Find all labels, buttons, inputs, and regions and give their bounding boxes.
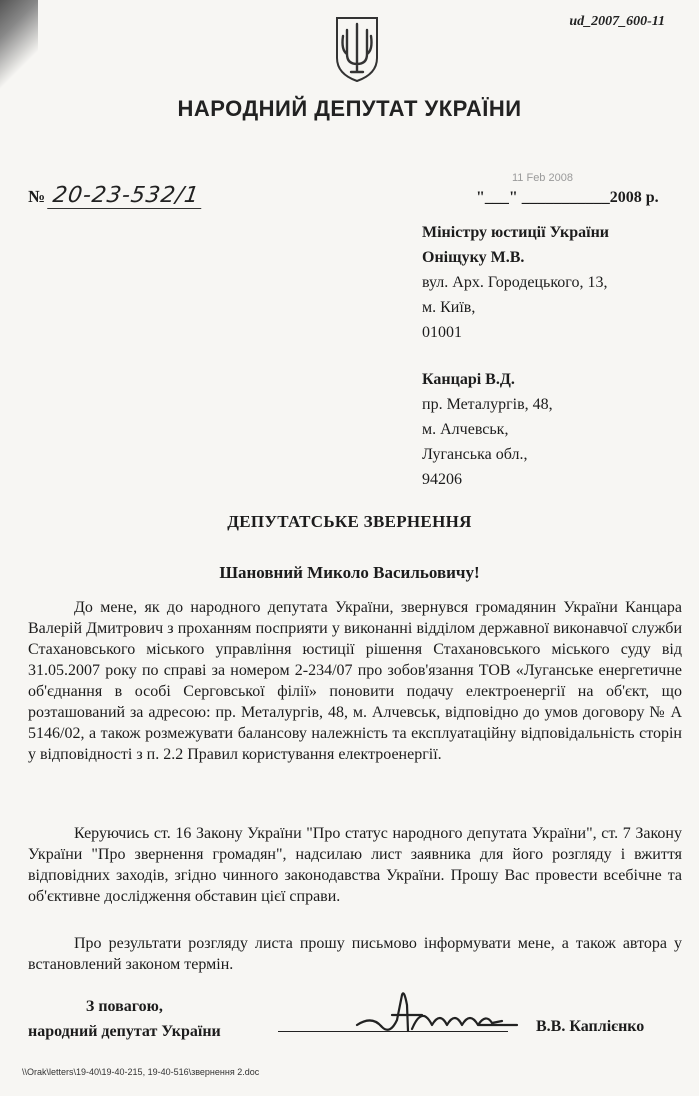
addressee-1-line-3: вул. Арх. Городецького, 13, bbox=[422, 274, 608, 291]
page-title: НАРОДНИЙ ДЕПУТАТ УКРАЇНИ bbox=[177, 96, 522, 121]
trident-emblem-icon bbox=[333, 14, 381, 84]
scan-corner-shadow bbox=[0, 0, 38, 90]
addressee-1-line-2: Оніщуку М.В. bbox=[422, 249, 525, 266]
addressee-2-line-2: пр. Металургів, 48, bbox=[422, 396, 553, 413]
reference-handwritten-number: 20-23-532/1 bbox=[48, 183, 206, 209]
reference-prefix: № bbox=[28, 187, 46, 206]
closing-position: народний депутат України bbox=[28, 1023, 221, 1040]
paragraph-request: До мене, як до народного депутата України, звернувся громадянин України Канцара Валерій Дмитрович з проханням посприяти у виконанні відділом державної виконавчої служби Стахановського міського управління юстиції рішення Стахановського міського суду від 31.05.2007 року по справі за номером 2-234/07 про зобов'язання ТОВ «Луганське енергетичне об'єднання в особі Серговської філії» поновити подачу електроенергії на об'єкт, що розташований за адресою: пр. Металургів, 48, м. Алчевськ, відповідно до умов договору № А 5146/02, а також розмежувати балансову належність та експлуатаційну відповідальність сторін у відповідності з п. 2.2 Правил користування електроенергії. bbox=[28, 599, 682, 763]
paragraph-results: Про результати розгляду листа прошу письмово інформувати мене, а також автора у встановлений законом термін. bbox=[28, 935, 682, 973]
addressee-2-line-3: м. Алчевськ, bbox=[422, 421, 509, 438]
closing-block bbox=[28, 994, 221, 1044]
addressee-1-line-4: м. Київ, bbox=[422, 299, 476, 316]
signer-name: В.В. Каплієнко bbox=[536, 1018, 645, 1035]
addressee-2-line-4: Луганська обл., bbox=[422, 446, 528, 463]
received-stamp: 11 Feb 2008 bbox=[512, 172, 573, 184]
document-title: ДЕПУТАТСЬКЕ ЗВЕРНЕННЯ bbox=[227, 512, 472, 531]
reference-number bbox=[28, 183, 204, 209]
handwritten-signature bbox=[352, 985, 522, 1045]
addressee-2-line-5: 94206 bbox=[422, 471, 462, 488]
addressee-1-line-1: Міністру юстиції України bbox=[422, 224, 609, 241]
addressee-2-line-1: Канцарі В.Д. bbox=[422, 371, 515, 388]
salutation: Шановний Миколо Васильовичу! bbox=[219, 563, 480, 582]
addressee-applicant bbox=[422, 367, 553, 492]
date-line: "___" ___________2008 р. bbox=[476, 189, 659, 206]
paragraph-legal-basis: Керуючись ст. 16 Закону України "Про статус народного депутата України", ст. 7 Закону України "Про звернення громадян", надсилаю лист заявника для його розгляду і вжиття відповідних заходів, згідно чинного законодавства України. Прошу Вас провести всебічне та об'єктивне дослідження обставин цієї справи. bbox=[28, 825, 682, 905]
document-id: ud_2007_600-11 bbox=[569, 14, 665, 29]
addressee-minister bbox=[422, 220, 609, 345]
closing-regards: З повагою, bbox=[85, 998, 163, 1015]
file-path-footer: \\Orak\letters\19-40\19-40-215, 19-40-516\звернення 2.doc bbox=[22, 1067, 260, 1077]
addressee-1-line-5: 01001 bbox=[422, 324, 462, 341]
